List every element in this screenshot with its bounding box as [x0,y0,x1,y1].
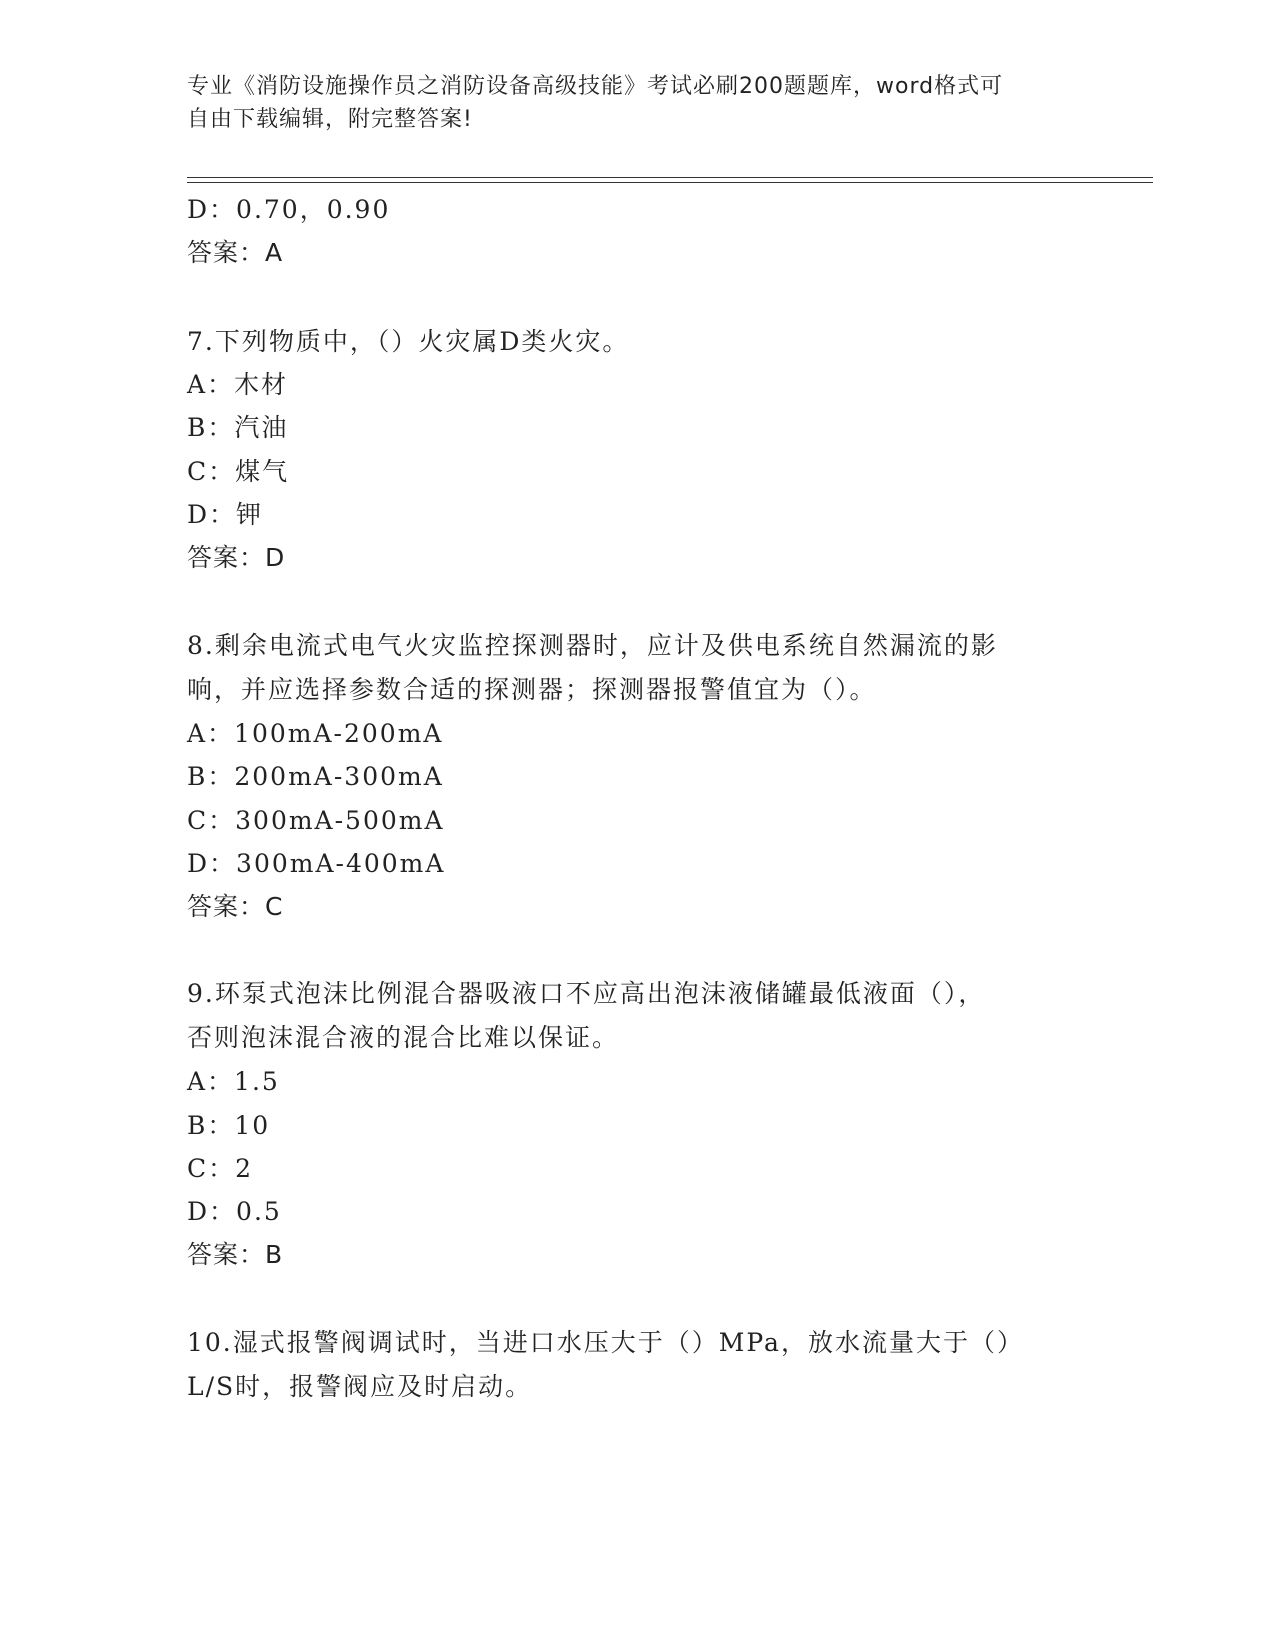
option-line: D：钾 [187,500,264,529]
answer-line: 答案：D [187,543,286,572]
question-line: 响，并应选择参数合适的探测器；探测器报警值宜为（）。 [187,675,877,704]
option-line: B：10 [187,1111,271,1140]
header-divider-top [187,177,1153,178]
option-line: B：200mA-300mA [187,762,444,791]
question-line: 否则泡沫混合液的混合比难以保证。 [187,1023,620,1052]
question-line: 9.环泵式泡沫比例混合器吸液口不应高出泡沫液储罐最低液面（）， [187,979,986,1008]
option-line: C：煤气 [187,457,290,486]
option-line: A：1.5 [187,1067,280,1096]
question-line: 7.下列物质中，（）火灾属D类火灾。 [187,327,630,356]
option-line: D：0.5 [187,1197,282,1226]
option-line: C：2 [187,1154,254,1183]
option-line: A：100mA-200mA [187,719,444,748]
answer-line: 答案：A [187,238,284,267]
question-line: 10.湿式报警阀调试时，当进口水压大于（）MPa，放水流量大于（） [187,1328,1024,1357]
header-divider-bottom [187,182,1153,183]
document-header [187,70,1067,136]
question-line: L/S时，报警阀应及时启动。 [187,1372,533,1401]
answer-line: 答案：C [187,892,284,921]
option-line: C：300mA-500mA [187,806,445,835]
answer-line: 答案：B [187,1240,284,1269]
header-line-1: 专业《消防设施操作员之消防设备高级技能》考试必刷200题题库，word格式可 [187,74,1004,99]
option-line: A：木材 [187,370,289,399]
header-line-2: 自由下载编辑，附完整答案! [187,107,473,132]
question-line: 8.剩余电流式电气火灾监控探测器时，应计及供电系统自然漏流的影 [187,631,998,660]
option-line: B：汽油 [187,413,289,442]
option-line: D：0.70，0.90 [187,195,391,224]
option-line: D：300mA-400mA [187,849,446,878]
